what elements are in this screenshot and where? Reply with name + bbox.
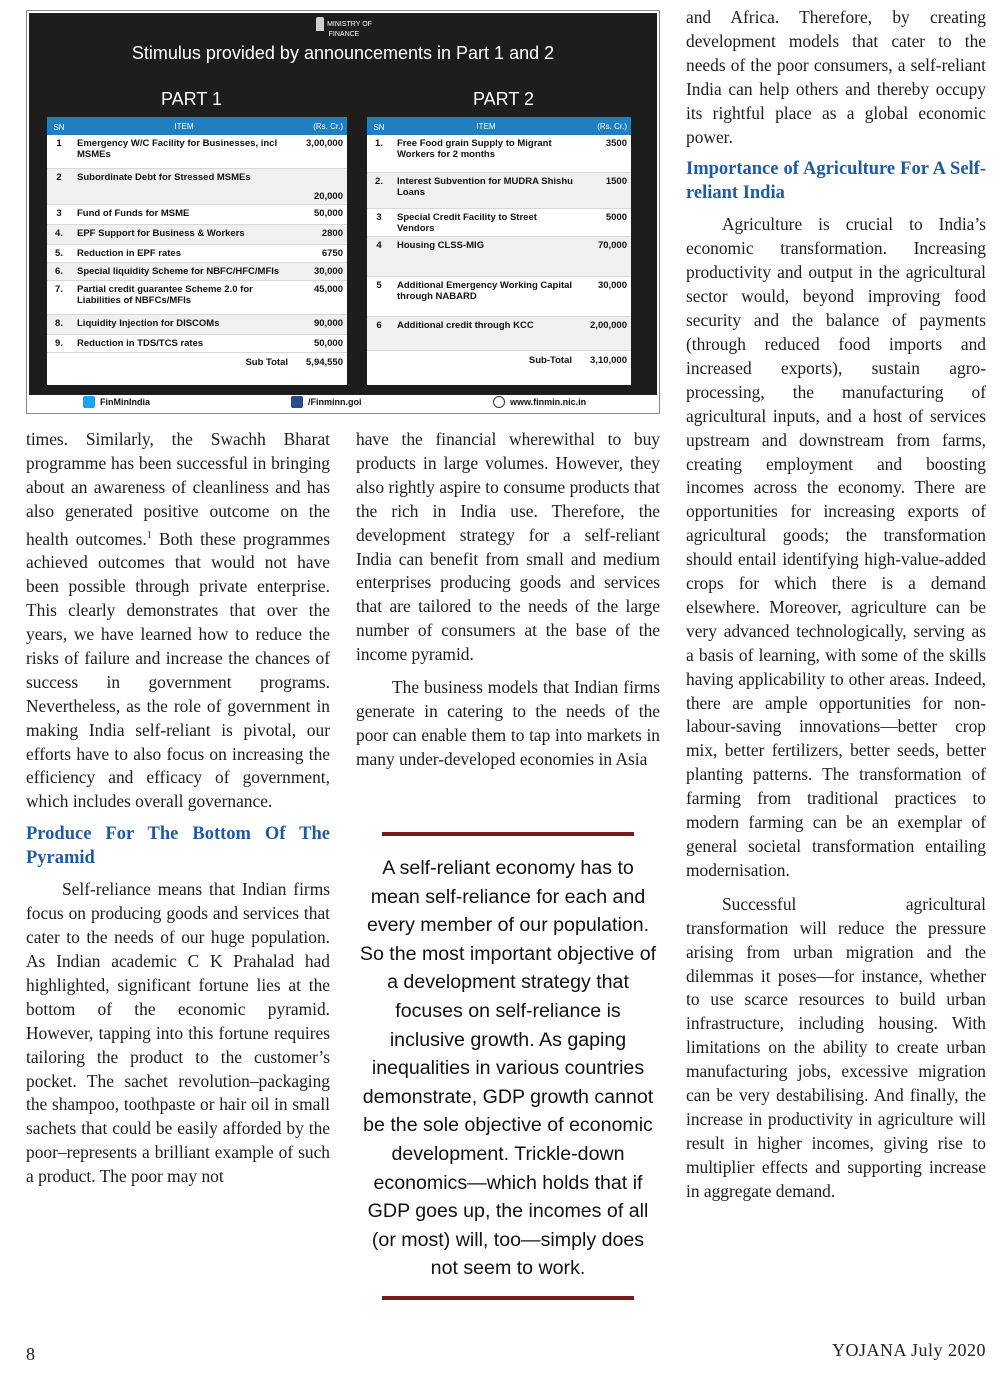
row-amount: 2,00,000 [590,320,627,331]
row-amount: 30,000 [313,266,343,277]
row-item: Interest Subvention for MUDRA Shishu Loans [397,176,573,198]
emblem-icon [316,17,324,31]
table-row [47,205,347,225]
publication-name: YOJANA July 2020 [831,1340,986,1360]
globe-icon [493,396,505,408]
subtotal-row: Sub Total 5,94,550 [245,357,343,368]
table-header: SN ITEM (Rs. Cr.) [47,117,347,135]
pull-quote-text: A self-reliant economy has to mean self-reliance for each and every member of our population. So the most important objective of a development strategy that focuses on self-reliance is inclusive growth. As gaping inequalities in various countries demonstrate, GDP growth cannot be the sole objective of economic development. Trickle-down economics—which holds that if GDP goes up, the incomes of all (or most) will, too—simply does not seem to work. [359,857,657,1280]
row-item: Reduction in TDS/TCS rates [77,338,204,349]
row-sn: 2 [56,172,62,183]
table-row [367,317,631,351]
row-sn: 3 [376,212,382,223]
facebook-handle: /Finminn.goi [291,396,362,408]
twitter-icon [83,396,95,408]
column-3 [686,6,986,1204]
row-sn: 7. [55,284,63,295]
row-item: Additional credit through KCC [397,320,534,331]
page-number: 8 [26,1344,35,1364]
body-paragraph: times. Similarly, the Swachh Bharat programme has been successful in bringing about an awareness of cleanliness and has also generated positive outcome on the health outcomes.$^1$ Both these programmes achieved outcomes that would not have been possible through private enterprise. This clearly demonstrates that over the years, we have learned how to reduce the risks of failure and increase the chances of success in government programs. Nevertheless, as the role of government in making India self-reliant is pivotal, our efforts have to also focus on increasing the efficiency and efficacy of government, which includes overall governance. [26,429,330,812]
infographic-footer [27,394,659,410]
column-2 [356,428,660,772]
row-item: Emergency W/C Facility for Businesses, incl MSMEs [77,138,278,160]
table-row [367,135,631,173]
row-item: Special liquidity Scheme for NBFC/HFC/MFIs [77,266,280,277]
section-heading: Produce For The Bottom Of The Pyramid [26,824,330,869]
row-item: Subordinate Debt for Stressed MSMEs [77,172,251,183]
row-amount: 1500 [605,176,627,187]
quote-rule-bottom [382,1296,634,1300]
subtotal-row: Sub-Total 3,10,000 [528,355,627,366]
table-row [47,245,347,263]
row-sn: 4. [55,228,63,239]
website-link: www.finmin.nic.in [493,396,586,408]
row-amount: 5000 [605,212,627,223]
row-item: Liquidity Injection for DISCOMs [77,318,220,329]
body-paragraph: and Africa. Therefore, by creating development models that cater to the needs of the poor consumers, a self-reliant India can help others and thereby occupy its rightful place as a global economic power. [686,7,986,147]
row-item: Reduction in EPF rates [77,248,181,259]
row-amount: 20,000 [313,191,343,202]
table-row [47,169,347,205]
row-item: Housing CLSS-MIG [397,240,485,251]
row-item: Additional Emergency Working Capital through NABARD [397,280,573,302]
row-amount: 30,000 [597,280,627,291]
table-row [47,135,347,169]
row-sn: 8. [55,318,63,329]
row-amount: 3500 [605,138,627,149]
infographic-panel [29,13,657,395]
body-paragraph: The business models that Indian firms generate in catering to the needs of the poor can enable them to tap into markets in many under-developed economies in Asia [356,677,660,769]
facebook-icon [291,396,303,408]
infographic-title: Stimulus provided by announcements in Part 1 and 2 [131,43,555,63]
table-row [47,315,347,335]
row-sn: 2. [375,176,383,187]
row-item: Special Credit Facility to Street Vendors [397,212,537,234]
part1-table [47,117,347,385]
table-row [47,225,347,245]
row-sn: 6 [376,320,382,331]
row-amount: 50,000 [313,338,343,349]
row-sn: 6. [55,266,63,277]
part1-label: PART 1 [161,89,223,109]
stimulus-infographic [26,10,660,414]
row-item: EPF Support for Business & Workers [77,228,245,239]
table-row [47,281,347,315]
ministry-emblem: MINISTRY OF FINANCE [314,17,374,39]
row-amount: 90,000 [313,318,343,329]
row-amount: 6750 [321,248,343,259]
column-1 [26,428,330,1189]
row-item: Partial credit guarantee Scheme 2.0 for Liabilities of NBFCs/MFIs [77,284,253,306]
section-heading: Importance of Agriculture For A Self-reliant India [686,159,986,204]
row-amount: 3,00,000 [306,138,343,149]
table-row [47,335,347,353]
row-item: Fund of Funds for MSME [77,208,190,219]
row-sn: 4 [376,240,382,251]
row-sn: 1. [375,138,383,149]
row-sn: 1 [56,138,62,149]
table-row [367,209,631,237]
table-header: SN ITEM (Rs. Cr.) [367,117,631,135]
body-paragraph: Successful agricultural transformation will reduce the pressure arising from urban migration and the dilemmas it poses—for instance, whether to use scarce resources to build urban infrastructure, including housing. With limitations on the ability to create urban manufacturing jobs, excessive migration can be very destabilising. And finally, the increase in productivity in agriculture will result in higher incomes, giving rise to multiplier effects and supporting increase in aggregate demand. [686,893,986,1201]
table-row [47,263,347,281]
row-sn: 3 [56,208,62,219]
body-paragraph: Self-reliance means that Indian firms focus on producing goods and services that cater to the needs of our huge population. As Indian academic C K Prahalad had highlighted, significant fortune lies at the bottom of the economic pyramid. However, tapping into this fortune requires tailoring the product to the customer’s pocket. The sachet revolution–packaging the shampoo, toothpaste or hair oil in small sachets that could be easily afforded by the poor–represents a brilliant example of such a product. The poor may not [26,879,330,1187]
row-amount: 50,000 [313,208,343,219]
row-sn: 5 [376,280,382,291]
table-row [367,237,631,277]
quote-rule-top [382,832,634,836]
body-paragraph: Agriculture is crucial to India’s economic transformation. Increasing productivity and output in the agricultural sector would, beyond improving food security and the balance of payments (through reduced food imports and increased exports), sustain agro-processing, the manufacturing of agricultural inputs, and a host of services upstream and downstream from farms, creating employment and boosting incomes across the economy. There are opportunities for increasing exports of agricultural goods; the transformation should entail identifying high-value-added crops for which there is a demand elsewhere. Moreover, agriculture can be very advanced technologically, serving as a basis of learning, with some of the skills having applicability to other areas. Indeed, there are ample opportunities for non-labour-saving innovations—better crop mix, better fertilizers, better seeds, better planting patterns. The transformation of farming from traditional practices to modern farming can be an exemplar of general societal transformation entailing modernisation. [686,214,986,880]
row-amount: 2800 [321,228,343,239]
body-paragraph: have the financial wherewithal to buy products in large volumes. However, they also rightly aspire to consume products that the rich in India use. Therefore, the development strategy for a self-reliant India can benefit from small and medium enterprises producing goods and services that are tailored to the needs of the large number of consumers at the base of the income pyramid. [356,429,660,665]
pull-quote [356,832,660,1302]
row-amount: 70,000 [597,240,627,251]
part2-table [367,117,631,385]
row-amount: 45,000 [313,284,343,295]
part2-label: PART 2 [473,89,535,109]
table-row [367,277,631,317]
table-row [367,173,631,209]
row-sn: 5. [55,248,63,259]
row-sn: 9. [55,338,63,349]
twitter-handle: FinMinIndia [83,396,150,408]
row-item: Free Food grain Supply to Migrant Workers for 2 months [397,138,552,160]
